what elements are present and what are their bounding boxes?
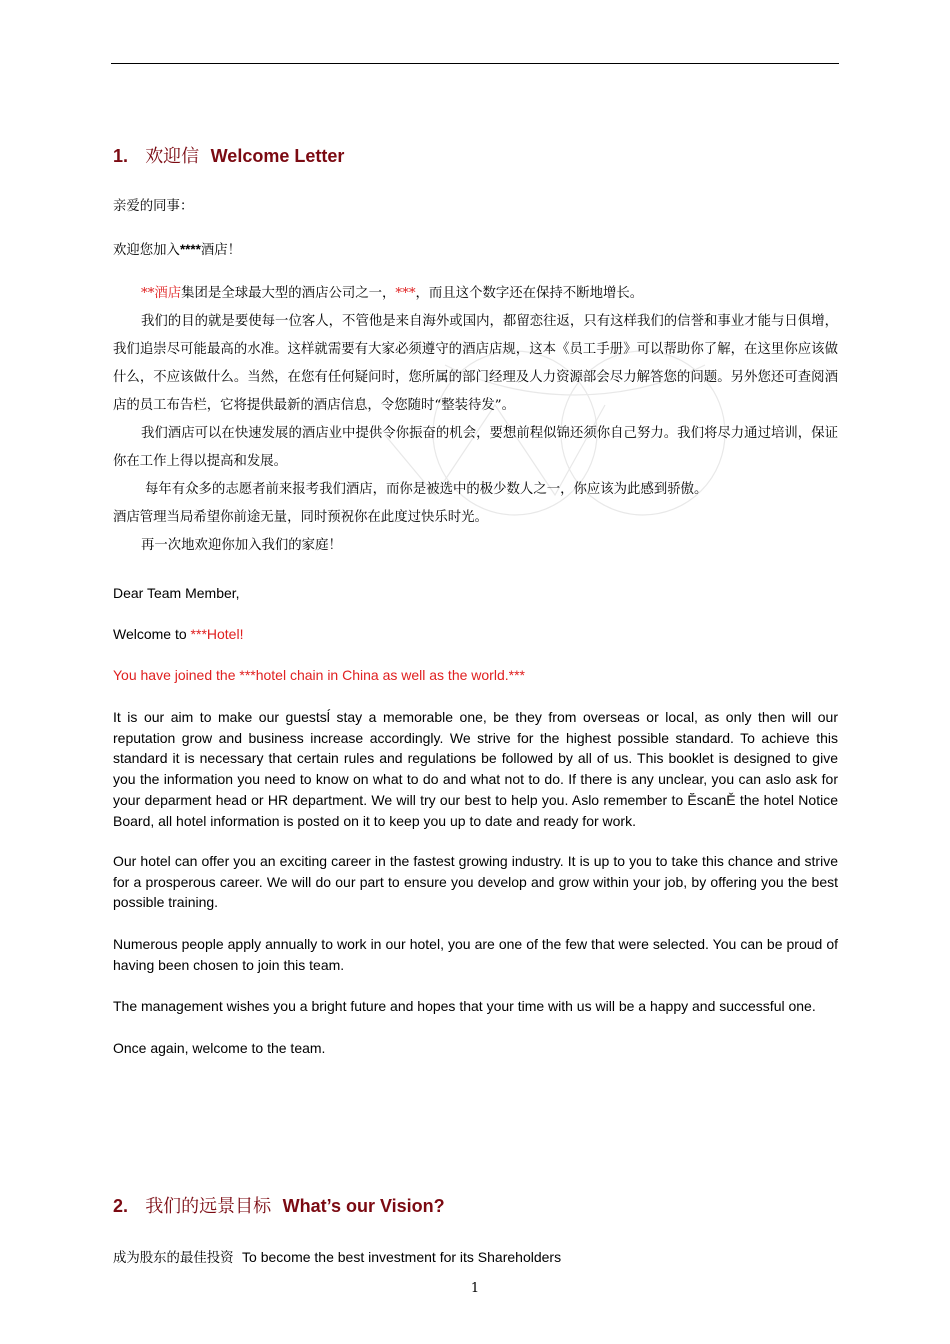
zh-welcome-post: 酒店！ (200, 243, 241, 258)
en-paragraph-3: Numerous people apply annually to work in our hotel, you are one of the few that were selected. You can be proud of having been chosen to join this team. (113, 936, 838, 973)
vision-line (113, 1243, 838, 1273)
vision-line-zh: 成为股东的最佳投资 (113, 1251, 234, 1266)
en-paragraph-1: It is our aim to make our guestsĺ stay a memorable one, be they from overseas or local, as only then will our reputation grow and business increase accordingly. We strive for the highest possible standard. To achieve this standard it is necessary that certain rules and regulations be followed by all of us. This booklet is designed to give you the information you need to know on what to do and what not to do. If there is any unclear, you can aslo ask for your deparment head or HR department. We will try our best to help you. Aslo remember to ĔscanĚ the hotel Notice Board, all hotel information is posted on it to keep you up to date and ready for work. (113, 709, 838, 829)
zh-p1-mid: 集团是全球最大型的酒店公司之一， (181, 286, 396, 301)
zh-p1-tail: ，而且这个数字还在保持不断地增长。 (415, 286, 644, 301)
zh-paragraph-5: 酒店管理当局希望你前途无量，同时预祝你在此度过快乐时光。 (113, 510, 488, 525)
zh-paragraph-6: 再一次地欢迎你加入我们的家庭！ (141, 538, 342, 553)
zh-paragraph-4: 每年有众多的志愿者前来报考我们酒店，而你是被选中的极少数人之一，你应该为此感到骄傲。 (145, 482, 708, 497)
section-2-heading (113, 1192, 445, 1218)
en-paragraph-5: Once again, welcome to the team. (113, 1040, 326, 1056)
section-1-heading (113, 142, 344, 168)
section-1-number: 1. (113, 146, 129, 166)
section-1-title-zh: 欢迎信 (145, 146, 200, 167)
zh-welcome-line (113, 236, 838, 265)
en-welcome-red: ***Hotel! (190, 626, 244, 642)
vision-line-en: To become the best investment for its Shareholders (242, 1249, 562, 1265)
page-number: 1 (470, 1281, 480, 1296)
zh-welcome-pre: 欢迎您加入 (113, 243, 180, 258)
section-2-title-en: What’s our Vision? (282, 1196, 445, 1216)
en-welcome-line (113, 624, 838, 644)
zh-p1-red2: *** (395, 286, 416, 301)
zh-paragraph-1 (113, 280, 838, 308)
zh-paragraph-2: 我们的目的就是要使每一位客人，不管他是来自海外或国内，都留恋往返，只有这样我们的信誉和事业才能与日俱增，我们追崇尽可能最高的水准。这样就需要有大家必须遵守的酒店店规，这本《员工手册》可以帮助你了解，在这里你应该做什么，不应该做什么。当然，在您有任何疑问时，您所属的部门经理及人力资源部会尽力解答您的问题。另外您还可查阅酒店的员工布告栏，它将提供最新的酒店信息，令您随时“整装待发”。 (113, 314, 838, 413)
en-welcome-pre: Welcome to (113, 626, 191, 642)
section-2-number: 2. (113, 1196, 129, 1216)
en-joined-line: You have joined the ***hotel chain in China as well as the world.*** (113, 667, 525, 683)
en-paragraph-2: Our hotel can offer you an exciting career in the fastest growing industry. It is up to you to take this chance and strive for a prosperous career. We will do our part to ensure you develop and grow within your job, by offering you the best possible training. (113, 853, 838, 911)
en-paragraph-4: The management wishes you a bright future and hopes that your time with us will be a happy and successful one. (113, 998, 816, 1014)
section-1-title-en: Welcome Letter (210, 146, 345, 166)
zh-welcome-stars: **** (179, 242, 201, 257)
section-2-title-zh: 我们的远景目标 (145, 1196, 272, 1217)
header-rule (111, 63, 839, 64)
en-salutation: Dear Team Member, (113, 585, 240, 601)
zh-paragraph-3: 我们酒店可以在快速发展的酒店业中提供令你振奋的机会，要想前程似锦还须你自己努力。我们将尽力通过培训，保证你在工作上得以提高和发展。 (113, 426, 838, 469)
zh-salutation: 亲爱的同事： (113, 199, 194, 214)
zh-p1-red: **酒店 (141, 286, 182, 301)
